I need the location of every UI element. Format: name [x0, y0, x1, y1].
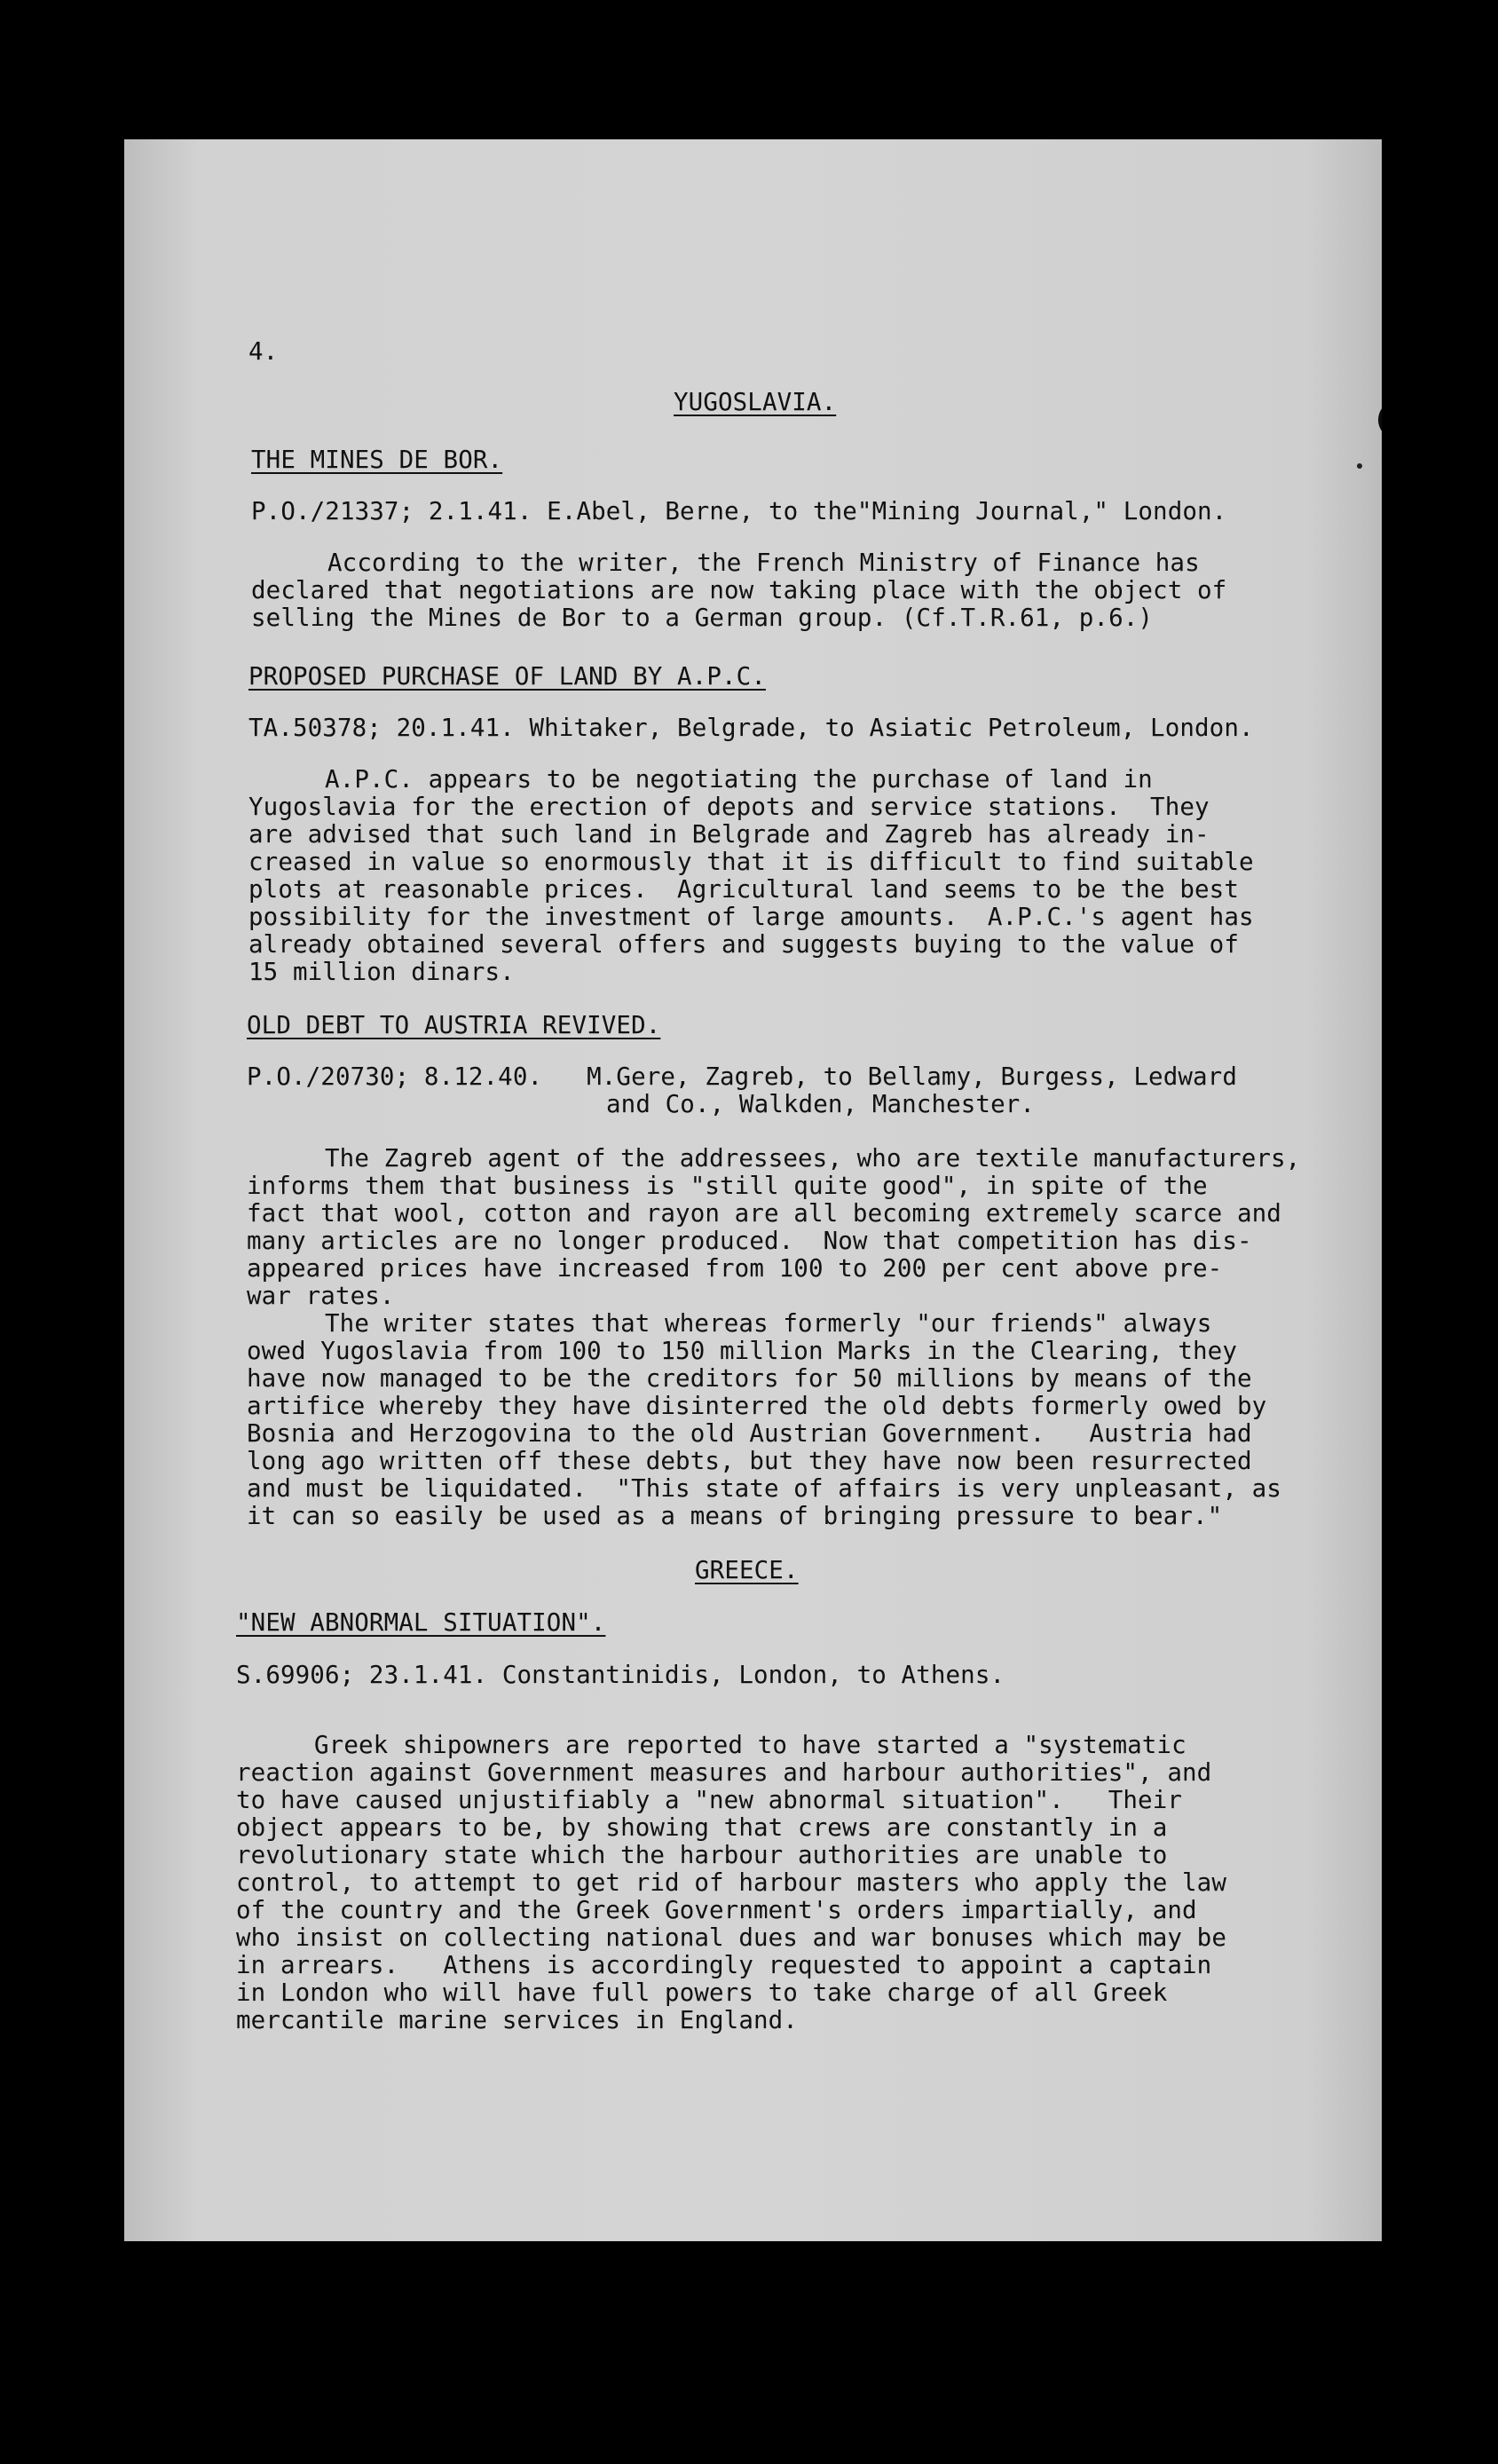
paragraph-line: revolutionary state which the harbour authorities are unable to [236, 1841, 1168, 1869]
scanner-artifact [121, 2405, 138, 2413]
country-heading-greece: GREECE. [695, 1556, 799, 1584]
paragraph-line: in arrears. Athens is accordingly requested to appoint a captain [236, 1951, 1212, 1979]
reference-mines-de-bor: P.O./21337; 2.1.41. E.Abel, Berne, to the"Mining Journal," London. [251, 497, 1227, 525]
paragraph-line: selling the Mines de Bor to a German group. (Cf.T.R.61, p.6.) [251, 604, 1154, 632]
paragraph-old-debt-1 [247, 1145, 1300, 1310]
paragraph-line: Bosnia and Herzogovina to the old Austrian Government. Austria had [247, 1419, 1252, 1448]
paragraph-line: already obtained several offers and suggests buying to the value of [248, 930, 1239, 959]
section-title-abnormal-situation: "NEW ABNORMAL SITUATION". [236, 1608, 606, 1637]
reference-abnormal-situation: S.69906; 23.1.41. Constantinidis, London, to Athens. [236, 1661, 1005, 1689]
punch-hole [1378, 402, 1382, 438]
paragraph-line: The writer states that whereas formerly "our friends" always [325, 1309, 1212, 1338]
paragraph-land-purchase [248, 766, 1254, 986]
paragraph-line: are advised that such land in Belgrade and Zagreb has already in- [248, 820, 1210, 849]
reference-old-debt-line-1: P.O./20730; 8.12.40. M.Gere, Zagreb, to Bellamy, Burgess, Ledward [247, 1062, 1237, 1091]
ink-dot [1357, 463, 1362, 469]
section-title-old-debt: OLD DEBT TO AUSTRIA REVIVED. [247, 1011, 661, 1039]
section-title-land-purchase: PROPOSED PURCHASE OF LAND BY A.P.C. [248, 662, 766, 691]
paragraph-line: The Zagreb agent of the addressees, who are textile manufacturers, [325, 1144, 1301, 1173]
paragraph-line: control, to attempt to get rid of harbour masters who apply the law [236, 1868, 1226, 1897]
paragraph-line: appeared prices have increased from 100 to 200 per cent above pre- [247, 1254, 1223, 1283]
paragraph-line: possibility for the investment of large amounts. A.P.C.'s agent has [248, 903, 1254, 931]
paragraph-line: many articles are no longer produced. Now that competition has dis- [247, 1227, 1252, 1255]
paragraph-line: Yugoslavia for the erection of depots and service stations. They [248, 793, 1210, 821]
paragraph-line: 15 million dinars. [248, 958, 515, 986]
scanner-artifact [229, 2450, 241, 2462]
paragraph-line: According to the writer, the French Ministry of Finance has [327, 549, 1200, 577]
paragraph-line: object appears to be, by showing that crews are constantly in a [236, 1813, 1168, 1842]
paragraph-line: artifice whereby they have disinterred the old debts formerly owed by [247, 1392, 1267, 1420]
paragraph-line: have now managed to be the creditors for 50 millions by means of the [247, 1364, 1252, 1393]
document-page [124, 139, 1382, 2241]
paragraph-line: of the country and the Greek Government's orders impartially, and [236, 1896, 1197, 1924]
section-title-mines-de-bor: THE MINES DE BOR. [251, 446, 503, 474]
paragraph-line: owed Yugoslavia from 100 to 150 million Marks in the Clearing, they [247, 1337, 1237, 1365]
paragraph-line: and must be liquidated. "This state of affairs is very unpleasant, as [247, 1474, 1281, 1503]
paragraph-line: A.P.C. appears to be negotiating the purchase of land in [325, 765, 1153, 794]
paragraph-line: to have caused unjustifiably a "new abnormal situation". Their [236, 1786, 1183, 1814]
paragraph-line: war rates. [247, 1282, 395, 1310]
paragraph-line: Greek shipowners are reported to have started a "systematic [314, 1731, 1187, 1759]
page-number: 4. [248, 337, 279, 366]
paragraph-line: informs them that business is "still quite good", in spite of the [247, 1172, 1208, 1200]
paragraph-line: who insist on collecting national dues and war bonuses which may be [236, 1923, 1226, 1952]
paragraph-line: plots at reasonable prices. Agricultural land seems to be the best [248, 875, 1239, 904]
paragraph-line: fact that wool, cotton and rayon are all becoming extremely scarce and [247, 1199, 1281, 1228]
paragraph-old-debt-2 [247, 1310, 1281, 1530]
reference-land-purchase: TA.50378; 20.1.41. Whitaker, Belgrade, to Asiatic Petroleum, London. [248, 714, 1254, 742]
paragraph-line: in London who will have full powers to take charge of all Greek [236, 1978, 1168, 2007]
paragraph-abnormal-situation [236, 1732, 1226, 2034]
country-heading-yugoslavia: YUGOSLAVIA. [674, 388, 837, 416]
paragraph-line: mercantile marine services in England. [236, 2006, 798, 2034]
paragraph-line: reaction against Government measures and harbour authorities", and [236, 1758, 1212, 1787]
paragraph-line: declared that negotiations are now taking place with the object of [251, 576, 1227, 604]
paragraph-line: it can so easily be used as a means of bringing pressure to bear." [247, 1502, 1223, 1530]
paragraph-line: long ago written off these debts, but they have now been resurrected [247, 1447, 1252, 1475]
reference-old-debt-line-2: and Co., Walkden, Manchester. [606, 1090, 1036, 1118]
paragraph-line: creased in value so enormously that it is difficult to find suitable [248, 848, 1254, 876]
paragraph-mines-de-bor [251, 549, 1226, 632]
